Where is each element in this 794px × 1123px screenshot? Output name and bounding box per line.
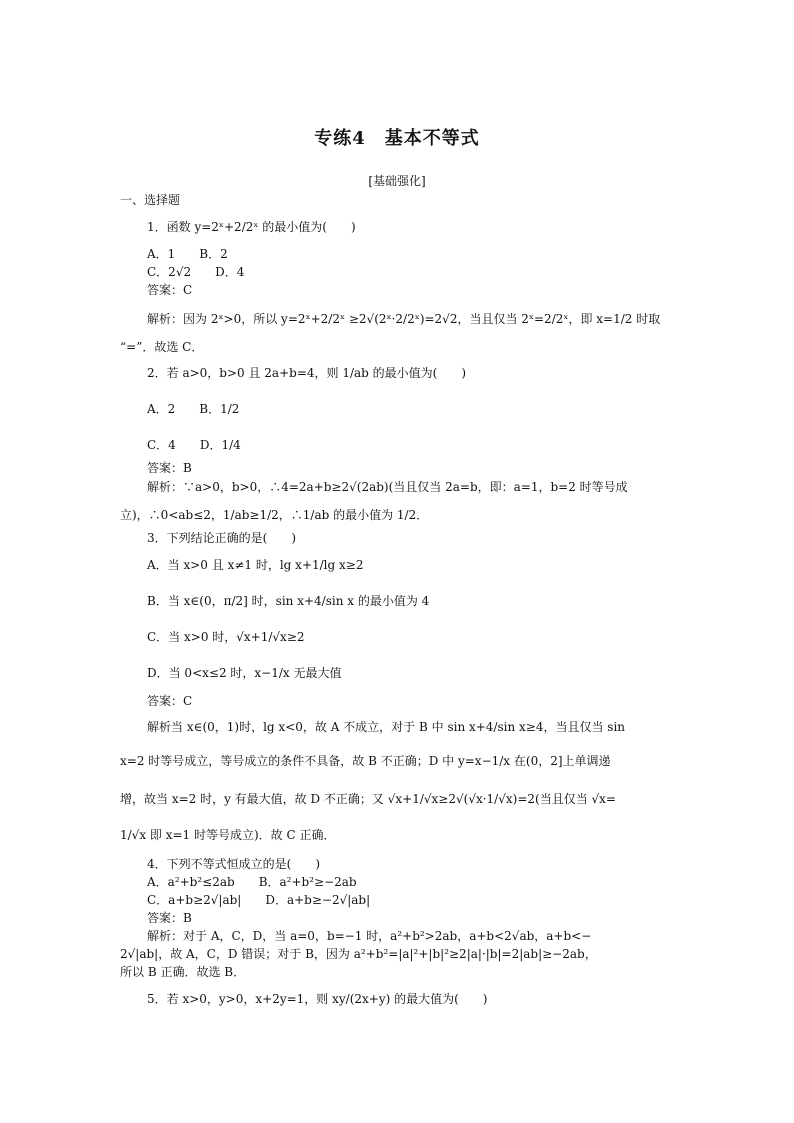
options-2b: C．4 D．1/4 [147, 438, 241, 452]
answer-2: 答案：B [147, 461, 192, 475]
solution-3d: 1/√x 即 x=1 时等号成立)．故 C 正确． [120, 828, 336, 842]
document-subtitle: [基础强化] [368, 174, 426, 188]
solution-1b: “=”．故选 C． [120, 340, 204, 354]
options-2a: A．2 B．1/2 [147, 402, 240, 416]
section-heading: 一、选择题 [120, 193, 181, 207]
options-4a: A．a²+b²≤2ab B．a²+b²≥−2ab [147, 875, 357, 889]
solution-4a: 解析：对于 A，C，D，当 a=0，b=−1 时，a²+b²>2ab，a+b<2√ab，a+b<− [147, 929, 592, 943]
solution-2a: 解析：∵a>0，b>0，∴4=2a+b≥2√(2ab)(当且仅当 2a=b，即：a=1，b=2 时等号成 [147, 480, 628, 494]
solution-2b: 立)，∴0<ab≤2，1/ab≥1/2，∴1/ab 的最小值为 1/2． [120, 508, 429, 522]
solution-3b: x=2 时等号成立，等号成立的条件不具备，故 B 不正确；D 中 y=x−1/x 在(0，2]上单调递 [120, 754, 611, 768]
question-3: 3．下列结论正确的是( ) [147, 531, 296, 545]
question-4: 4．下列不等式恒成立的是( ) [147, 857, 320, 871]
question-1: 1．函数 y=2ˣ+2/2ˣ 的最小值为( ) [147, 220, 356, 234]
solution-4c: 所以 B 正确．故选 B． [120, 965, 246, 979]
solution-1a: 解析：因为 2ˣ>0，所以 y=2ˣ+2/2ˣ ≥2√(2ˣ·2/2ˣ)=2√2，当且仅当 2ˣ=2/2ˣ，即 x=1/2 时取 [147, 312, 661, 326]
solution-3a: 解析当 x∈(0，1)时，lg x<0，故 A 不成立，对于 B 中 sin x+4/sin x≥4，当且仅当 sin [147, 720, 626, 734]
solution-4b: 2√|ab|，故 A，C，D 错误；对于 B，因为 a²+b²=|a|²+|b|²≥2|a|·|b|=2|ab|≥−2ab， [120, 947, 597, 961]
answer-4: 答案：B [147, 911, 192, 925]
question-5: 5．若 x>0，y>0，x+2y=1，则 xy/(2x+y) 的最大值为( ) [147, 992, 488, 1006]
solution-3c: 增，故当 x=2 时，y 有最大值，故 D 不正确；又 √x+1/√x≥2√(√x·1/√x)=2(当且仅当 √x= [120, 792, 616, 806]
answer-1: 答案：C [147, 283, 193, 297]
question-2: 2．若 a>0，b>0 且 2a+b=4，则 1/ab 的最小值为( ) [147, 366, 467, 380]
option-3a: A．当 x>0 且 x≠1 时，lg x+1/lg x≥2 [147, 558, 364, 572]
document-title: 专练4 基本不等式 [314, 128, 480, 149]
option-3c: C．当 x>0 时，√x+1/√x≥2 [147, 630, 305, 644]
options-1b: C．2√2 D．4 [147, 265, 245, 279]
option-3b: B．当 x∈(0，π/2] 时，sin x+4/sin x 的最小值为 4 [147, 594, 430, 608]
answer-3: 答案：C [147, 694, 193, 708]
option-3d: D．当 0<x≤2 时，x−1/x 无最大值 [147, 666, 342, 680]
options-1a: A．1 B．2 [147, 247, 228, 261]
options-4b: C．a+b≥2√|ab| D．a+b≥−2√|ab| [147, 893, 371, 907]
